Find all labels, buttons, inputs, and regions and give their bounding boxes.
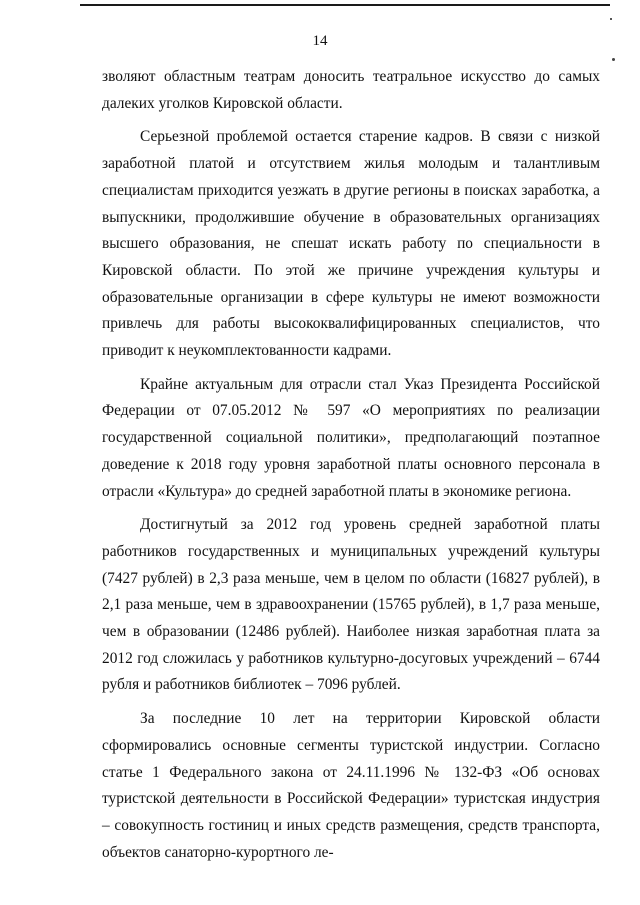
paragraph-staff-aging: Серьезной проблемой остается старение кадров. В связи с низкой заработной платой и отсутствием жилья молодым и талантливым специалистам приходится уезжать в другие регионы в поисках заработка, а выпускники, продолжившие обучение в образовательных организациях высшего образования, не спешат искать работу по специальности в Кировской области. По этой же причине учреждения культуры и образовательные организации в сфере культуры не имеют возможности привлечь для работы высококвалифицированных специалистов, что приводит к неукомплектованности кадрами. [102, 128, 600, 360]
paragraph-salary-level: Достигнутый за 2012 год уровень средней заработной платы работников государственных и муниципальных учреждений культуры (7427 рублей) в 2,3 раза меньше, чем в целом по области (16827 рублей), в 2,1 раза меньше, чем в здравоохранении (15765 рублей), в 1,7 раза меньше, чем в образовании (12486 рублей). Наиболее низкая заработная плата за 2012 год сложилась у работников культурно-досуговых учреждений – 6744 рубля и работников библиотек – 7096 рублей. [102, 516, 600, 694]
page-number: 14 [312, 33, 328, 49]
scan-artifact-mark [610, 18, 612, 20]
paragraph-presidential-decree: Крайне актуальным для отрасли стал Указ Президента Российской Федерации от 07.05.2012 № 597 «О мероприятиях по реализации государственной социальной политики», предполагающий поэтапное доведение к 2018 году уровня заработной платы основного персонала в отрасли «Культура» до средней заработной платы в экономике региона. [102, 375, 600, 500]
document-body [102, 64, 600, 873]
paragraph-tourism: За последние 10 лет на территории Кировской области сформировались основные сегменты туристской индустрии. Согласно статье 1 Федерального закона от 24.11.1996 № 132-ФЗ «Об основах туристской деятельности в Российской Федерации» туристская индустрия – совокупность гостиниц и иных средств размещения, средств транспорта, объектов санаторно-курортного ле- [102, 710, 600, 861]
scan-artifact-dot [612, 58, 615, 61]
paragraph-continuation: зволяют областным театрам доносить театральное искусство до самых далеких уголков Кировской области. [102, 68, 600, 112]
scan-top-border [80, 4, 610, 6]
